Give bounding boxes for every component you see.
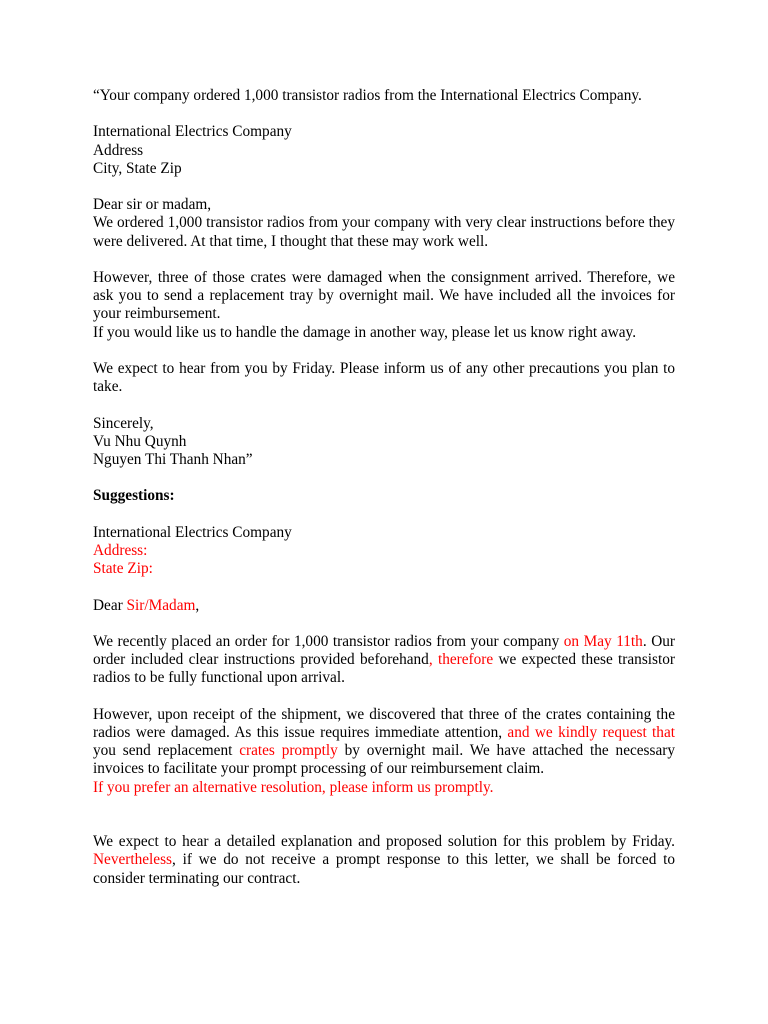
suggested-p2-text-c: you send replacement [93, 742, 240, 760]
suggested-p2-red-line: If you prefer an alternative resolution, please inform us promptly. [93, 778, 494, 796]
salutation: Dear sir or madam, [93, 196, 212, 214]
signer-1: Vu Nhu Quynh [93, 432, 187, 450]
suggested-p1-text-a: We recently placed an order for 1,000 transistor radios from your company [93, 632, 564, 650]
suggested-p2-highlight-request: and we kindly request that [507, 723, 675, 741]
intro-line: “Your company ordered 1,000 transistor radios from the International Electrics Company. [93, 87, 642, 104]
suggested-paragraph-1 [93, 633, 675, 688]
letter-paragraph-2: However, three of those crates were damaged when the consignment arrived. Therefore, we ask you to send a replacement tray by overnight mail. We have included all the invoices for your reimbursement. [93, 268, 675, 323]
suggested-p2-highlight-crates: crates promptly [239, 742, 338, 760]
letter-paragraph-4: We expect to hear from you by Friday. Please inform us of any other precautions you plan to take. [93, 359, 675, 396]
suggested-paragraph-2 [93, 706, 675, 779]
suggested-p1-text-c: . Our order included clear instructions provided beforehand [93, 632, 675, 669]
recipient-company: International Electrics Company [93, 123, 292, 141]
salutation-suffix: , [195, 596, 200, 614]
document-page [93, 87, 675, 888]
recipient-city-state-zip: City, State Zip [93, 159, 182, 177]
letter-paragraph-3: If you would like us to handle the damage in another way, please let us know right away. [93, 323, 637, 341]
suggested-p3-text-a: We expect to hear a detailed explanation and proposed solution for this problem by Friday. [93, 833, 675, 851]
suggestions-heading: Suggestions: [93, 487, 175, 505]
suggested-company: International Electrics Company [93, 523, 292, 541]
recipient-address: Address [93, 141, 144, 159]
suggested-p3-text-c: , if we do not receive a prompt response to this letter, we shall be forced to consider terminating our contract. [93, 851, 675, 887]
salutation-highlight: Sir/Madam [126, 596, 196, 614]
suggested-salutation [93, 597, 675, 615]
salutation-prefix: Dear [93, 596, 127, 614]
suggested-address: Address: [93, 541, 148, 559]
suggested-p3-highlight-nevertheless: Nevertheless [93, 851, 173, 869]
suggested-paragraph-3 [93, 833, 675, 888]
suggested-p2-text-e: by overnight mail. We have attached the necessary invoices to facilitate your prompt processing of our reimbursement claim. [93, 742, 675, 778]
suggested-p2-text-a: However, upon receipt of the shipment, we discovered that three of the crates containing the radios were damaged. As this issue requires immediate attention, [93, 705, 675, 741]
suggested-state-zip: State Zip: [93, 560, 153, 578]
suggested-p1-highlight-date: on May 11th [563, 632, 643, 650]
suggested-p1-highlight-therefore: , therefore [428, 651, 494, 669]
letter-paragraph-1: We ordered 1,000 transistor radios from your company with very clear instructions before they were delivered. At that time, I thought that these may work well. [93, 214, 675, 250]
suggested-p1-text-e: we expected these transistor radios to be fully functional upon arrival. [93, 651, 675, 687]
signer-2: Nguyen Thi Thanh Nhan” [93, 450, 253, 468]
closing: Sincerely, [93, 414, 154, 432]
